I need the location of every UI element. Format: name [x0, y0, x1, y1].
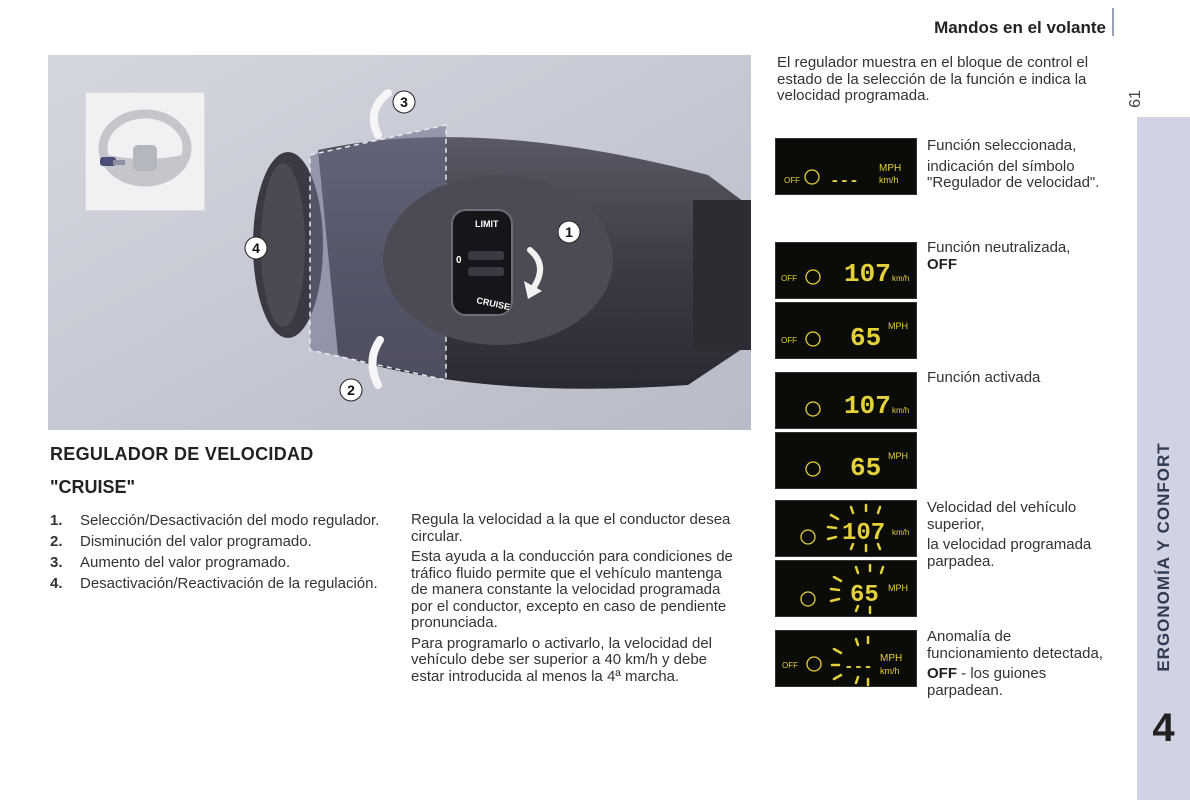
cruise-label: CRUISE: [475, 295, 511, 313]
dashes-label: ---: [844, 658, 873, 676]
speedometer-icon: [801, 530, 815, 544]
lcd-display-off-mph: [775, 302, 917, 359]
speedometer-icon: [807, 657, 821, 671]
speed-value: 65: [850, 323, 882, 353]
chapter-tab-label: ERGONOMÍA Y CONFORT: [1153, 442, 1173, 672]
speed-value: 65: [850, 582, 879, 609]
list-item: 2. Disminución del valor programado.: [50, 533, 312, 550]
caption-function-selected: Función seleccionada, indicación del símbolo "Regulador de velocidad".: [927, 137, 1100, 191]
header-rule: [1112, 8, 1114, 36]
dashes-label: ---: [830, 172, 859, 190]
lcd-display-active-mph: [775, 432, 917, 489]
svg-text:4: 4: [252, 240, 260, 256]
section-subtitle: "CRUISE": [50, 477, 136, 497]
speedometer-icon: [801, 592, 815, 606]
off-label: OFF: [782, 661, 798, 670]
callout-1: [558, 221, 580, 243]
speedometer-icon: [805, 170, 819, 184]
kmh-label: km/h: [892, 528, 910, 537]
mph-label: MPH: [879, 163, 902, 174]
off-label: OFF: [784, 176, 800, 185]
lcd-display-anomaly: [775, 630, 917, 687]
off-label: OFF: [781, 336, 797, 345]
speedometer-icon: [806, 332, 820, 346]
callout-3: [393, 91, 415, 113]
paragraph: Regula la velocidad a la que el conductor desea circular.: [411, 511, 731, 545]
chapter-number: 4: [1152, 706, 1175, 750]
lcd-display-selected: [775, 138, 917, 195]
speed-value: 107: [842, 520, 886, 547]
lcd-display-off-kmh: [775, 242, 917, 299]
kmh-label: km/h: [892, 274, 910, 283]
page-header-title: Mandos en el volante: [934, 18, 1106, 37]
mph-label: MPH: [888, 583, 908, 593]
caption-speed-superior: Velocidad del vehículo superior, la velocidad programada parpadea.: [927, 499, 1092, 570]
lcd-display-active-kmh: [775, 372, 917, 429]
svg-text:2: 2: [347, 382, 355, 398]
kmh-label: km/h: [892, 406, 910, 415]
lcd-display-blink-mph: [775, 560, 917, 617]
mph-label: MPH: [888, 321, 908, 331]
caption-function-neutralized: Función neutralizada, OFF: [927, 239, 1071, 273]
paragraph: Esta ayuda a la conducción para condiciones de tráfico fluido permite que el vehículo mantenga de manera constante la velocidad programada por el conductor, excepto en caso de pendiente pronunciada.: [411, 548, 733, 631]
steering-wheel-thumbnail: [85, 92, 205, 211]
list-item: 3. Aumento del valor programado.: [50, 554, 291, 571]
list-item: 1. Selección/Desactivación del modo regulador.: [50, 512, 380, 529]
section-title: REGULADOR DE VELOCIDAD: [50, 444, 314, 464]
speedometer-icon: [806, 270, 820, 284]
function-list: [50, 512, 390, 596]
mph-label: MPH: [880, 653, 903, 664]
lcd-display-blink-kmh: [775, 500, 917, 557]
description-text: [411, 512, 741, 689]
svg-text:3: 3: [400, 94, 408, 110]
svg-text:1: 1: [565, 224, 573, 240]
speed-value: 107: [844, 259, 891, 289]
zero-label: 0: [456, 255, 462, 266]
off-label: OFF: [781, 274, 797, 283]
kmh-label: km/h: [879, 175, 899, 185]
caption-anomaly: Anomalía de funcionamiento detectada, OFF - los guiones parpadean.: [927, 628, 1103, 699]
speedometer-icon: [806, 402, 820, 416]
mph-label: MPH: [888, 451, 908, 461]
steering-wheel-icon: [86, 93, 204, 210]
speed-value: 65: [850, 453, 882, 483]
caption-function-activated: Función activada: [927, 369, 1041, 386]
limit-label: LIMIT: [475, 219, 499, 229]
list-item: 4. Desactivación/Reactivación de la regulación.: [50, 575, 378, 592]
speedometer-icon: [806, 462, 820, 476]
callout-2: [340, 379, 362, 401]
intro-text: El regulador muestra en el bloque de control el estado de la selección de la función e indica la velocidad programada.: [777, 54, 1089, 104]
page-number: 61: [1127, 90, 1144, 108]
callout-4: [245, 237, 267, 259]
paragraph: Para programarlo o activarlo, la velocidad del vehículo debe ser superior a 40 km/h y debe estar introducida al menos la 4ª marcha.: [411, 634, 712, 685]
kmh-label: km/h: [880, 666, 900, 676]
speed-value: 107: [844, 391, 891, 421]
